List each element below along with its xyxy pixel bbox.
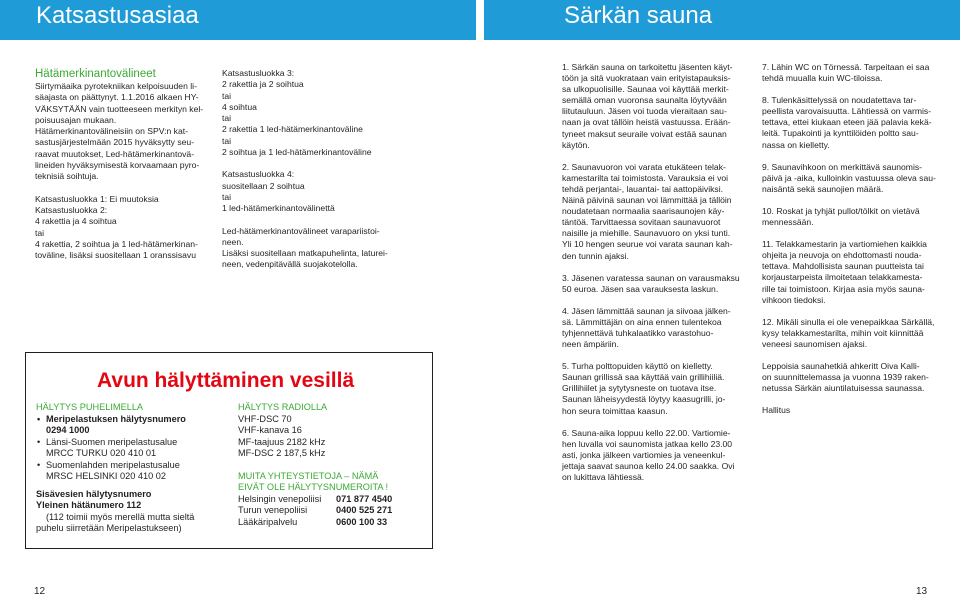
inland-heading: Sisävesien hälytysnumero [36,488,152,499]
page-number-right: 13 [916,586,928,597]
rules-column-2 [762,62,952,416]
rule-paragraph: 8. Tulenkäsittelyssä on noudatettava tar- peellista varovaisuutta. Lähtiessä on varmis- tettava, ettei kiukaan eteen jää palavia kekä- leitä. Tupakointi ja kynttilöiden poltto sau- nassa on kielletty. [762,95,932,150]
led-line: neen, vedenpitävällä suojakotelolla. [222,259,358,270]
class3-line: Katsastusluokka 3: [222,68,295,78]
rule-paragraph: 12. Mikäli sinulla ei ole venepaikkaa Särkällä, kysy telakkamestarilta, mihin voit kiinnittää veneesi saunomisen ajaksi. [762,316,935,349]
class3-line: tai [222,135,232,146]
phone-alert-heading: HÄLYTYS PUHELIMELLA [36,402,144,412]
general-emergency: Yleinen hätänumero 112 [36,500,142,510]
left-page-header [0,0,476,40]
closing-paragraph: Leppoisia saunahetkiä ahkeritt Oiva Kalli- on suunnittelemassa ja vuonna 1939 raken- netussa Särkän aiuntilatuisessa saunassa. [762,360,929,394]
bullet-sea-rescue: • Meripelastuksen hälytysnumero [36,414,226,426]
radio-line: VHF-kanava 16 [238,425,302,435]
signature: Hallitus [762,405,791,416]
other-contacts-heading: EIVÄT OLE HÄLYTYSNUMEROITA ! [238,482,389,492]
note-line: (112 toimii myös merellä mutta sieltä [46,511,195,522]
class3-line: 4 soihtua [222,101,257,112]
class4-line: suositellaan 2 soihtua [222,180,305,191]
intro-line: sastusjärjestelmään 2015 hyväksytty seu- [35,137,195,148]
radio-alert-column [238,402,428,528]
rule-paragraph: 10. Roskat ja tyhjät pullot/tölkit on vietävä mennessään. [762,205,920,228]
contact-name: Turun venepoliisi [238,505,308,515]
rule-paragraph: 4. Jäsen lämmittää saunan ja siivoaa jälken- sä. Lämmittäjän on aina ennen tulentekoa tyhjennettävä tuhkalaatikko varastohuo- neen ämpäriin. [562,305,731,350]
class2-line: 4 rakettia, 2 soihtua ja 1 led-hätämerkinan- [35,238,198,249]
class2-line: tai [35,227,45,238]
class4-line: 1 led-hätämerkinantovälinettä [222,203,335,214]
bullet-west-finland: • Länsi-Suomen meripelastusalue [36,437,226,449]
class4-line: Katsastusluokka 4: [222,169,295,180]
other-contacts-heading: MUITA YHTEYSTIETOJA – NÄMÄ [238,470,379,481]
phone-alert-column [36,402,226,535]
contact-number: 0400 525 271 [336,505,393,515]
rule-paragraph: 6. Sauna-aika loppuu kello 22.00. Vartiomie- hen luvalla voi saunomista jatkaa kello 23.00 asti, jonka jälkeen vartiomies ja veneenkul- jettaja saavat saunoa kello 24.00 saakka. Ovi on lukittava lähtiessä. [562,427,735,482]
left-page-title: Katsastusasiaa [36,2,199,29]
contact-row [238,505,428,517]
led-line: Led-hätämerkinantovälineet varapariistoi- [222,225,380,236]
intro-line: säajasta on päättynyt. 1.1.2016 alkaen HY- [35,92,199,103]
page-number-left: 12 [34,586,46,597]
rule-paragraph: 7. Lähin WC on Törnessä. Tarpeitaan ei saa tehdä muualla kuin WC-tiloissa. [762,62,930,84]
radio-line: VHF-DSC 70 [238,413,292,424]
left-column [35,68,215,261]
class3-line: 2 rakettia 1 led-hätämerkinantoväline [222,124,363,135]
contact-row [238,517,428,529]
intro-line: Hätämerkinantovälineisiin on SPV:n kat- [35,126,189,137]
class1-line: Katsastusluokka 1: Ei muutoksia [35,193,159,204]
radio-line: MF-DSC 2 187,5 kHz [238,448,326,458]
contact-number: 071 877 4540 [336,493,393,504]
class2-line: 4 rakettia ja 4 soihtua [35,216,117,227]
intro-line: poisuusajan mukaan. [35,114,117,125]
sea-rescue-number: 0294 1000 [46,425,90,435]
contact-name: Helsingin venepoliisi [238,493,322,504]
gulf-of-finland-number: MRSC HELSINKI 020 410 02 [46,471,167,481]
rule-paragraph: 3. Jäsenen varatessa saunan on varausmaksu 50 euroa. Jäsen saa varauksesta laskun. [562,272,740,294]
west-finland-number: MRCC TURKU 020 410 01 [46,448,157,458]
bullet-gulf-of-finland: • Suomenlahden meripelastusalue [36,460,226,472]
class4-line: tai [222,191,232,202]
intro-line: Siirtymäaika pyrotekniikan kelpoisuuden li- [35,81,197,91]
rule-paragraph: 1. Särkän sauna on tarkoitettu jäsenten käyt- töön ja sitä vuokrataan vain erityistapauksis- sa ulkopuolisille. Saunaa voi käyttää merkit- semällä oman vuoronsa saunalta löytyvään liitutauluun. Jäsen voi tuoda vieraitaan sau- naan ja ovat tällöin heistä vastuussa. Erään- tyneet maksut seuraile voivat estää saunan käytön. [562,62,733,150]
section-heading: Hätämerkinantovälineet [35,68,156,80]
contact-row [238,494,428,506]
rule-paragraph: 2. Saunavuoron voi varata etukäteen telak- kamestarilta tai toimistosta. Varauksia ei voi tehdä perjantai-, lauantai- tai aattopäiviksi. Näinä päivinä saunan voi lämmittää ja tällöin noudatetaan normaalia saarisaunojen käy- täntöä. Tarvittaessa sovitaan saunavuorot naisille ja miehille. Saunavuoro on yksi tunti. Yli 10 hengen seurue voi varata saunan kah- den tunnin ajaksi. [562,161,733,261]
middle-column [222,68,412,271]
led-line: Lisäksi suositellaan matkapuhelinta, laturei- [222,248,388,259]
intro-line: VÄKSYTÄÄN vain tuotteeseen merkityn kel- [35,103,204,114]
rule-paragraph: 5. Turha polttopuiden käyttö on kielletty. Saunan grillissä saa käyttää vain grillihiiliä. Grillihiilet ja sytytysneste on tuotava itse. Saunan läheisyydestä löytyy kaasugrilli, jo- hon seura toimittaa kaasun. [562,361,726,416]
contact-name: Lääkäripalvelu [238,516,298,527]
right-page-header [484,0,960,40]
led-line: neen. [222,236,244,247]
intro-line: raavat muutokset, Led-hätämerkinantovä- [35,148,195,159]
right-page-title: Särkän sauna [564,2,713,29]
class2-line: Katsastusluokka 2: [35,204,108,215]
radio-line: MF-taajuus 2182 kHz [238,436,326,447]
alert-title: Avun hälyttäminen vesillä [97,369,355,392]
intro-line: teknisiä soihtuja. [35,171,99,182]
note-line: puhelu siirretään Meripelastukseen) [36,523,182,533]
rule-paragraph: 9. Saunavihkoon on merkittävä saunomis- päivä ja -aika, kulloinkin vastuussa oleva sau- naisäntä sekä saunojien määrä. [762,161,936,194]
rules-column-1 [562,62,752,483]
class3-line: tai [222,90,232,101]
class3-line: 2 rakettia ja 2 soihtua [222,79,304,90]
rule-paragraph: 11. Telakkamestarin ja vartiomiehen kaikkia ohjeita ja neuvoja on ehdottomasti nouda- tettava. Mahdollisista saunan puutteista tai korjaustarpeista ilmoitetaan telakkamesta- rille tai toimistoon. Kirjaa asia myös sauna- vihkoon tiedoksi. [762,239,927,305]
intro-line: lineiden hyväksymisestä korvaamaan pyro- [35,160,200,171]
contact-number: 0600 100 33 [336,516,388,527]
class3-line: tai [222,113,232,124]
class3-line: 2 soihtua ja 1 led-hätämerkinantoväline [222,147,372,158]
radio-alert-heading: HÄLYTYS RADIOLLA [238,402,328,412]
class2-line: toväline, lisäksi suositellaan 1 oranssisavu [35,250,196,261]
